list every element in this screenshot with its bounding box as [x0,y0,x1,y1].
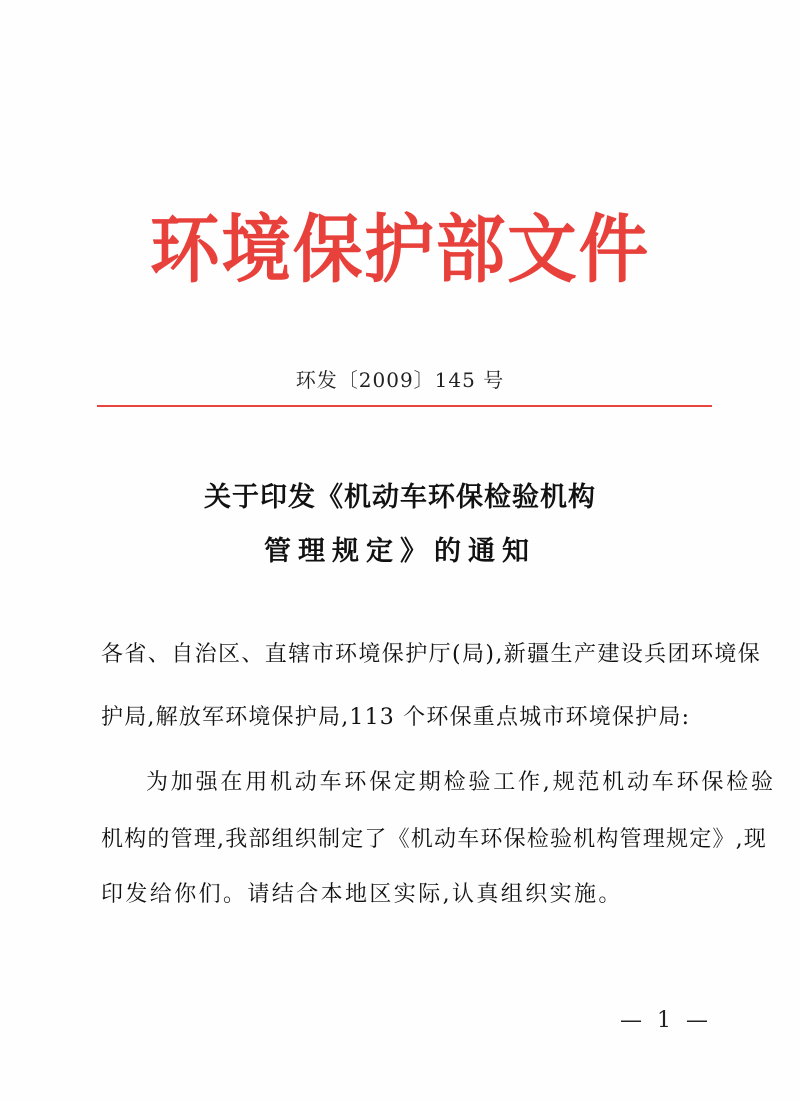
header-divider [97,405,712,407]
body-paragraph-line-1: 为加强在用机动车环保定期检验工作,规范机动车环保检验 [146,770,776,795]
document-header-title: 环境保护部文件 [149,207,651,293]
page-number: — 1 — [620,1008,712,1033]
notice-title-line-2: 管理规定》的通知 [264,536,536,567]
addressee-line-1: 各省、自治区、直辖市环境保护厅(局),新疆生产建设兵团环境保 [101,642,762,667]
addressee-line-2: 护局,解放军环境保护局,113 个环保重点城市环境保护局: [101,705,691,730]
notice-title-line-1: 关于印发《机动车环保检验机构 [204,482,596,513]
body-paragraph-line-2: 机构的管理,我部组织制定了《机动车环保检验机构管理规定》,现 [101,827,767,852]
body-paragraph-line-3: 印发给你们。请结合本地区实际,认真组织实施。 [101,882,623,907]
document-number: 环发〔2009〕145 号 [295,368,505,392]
